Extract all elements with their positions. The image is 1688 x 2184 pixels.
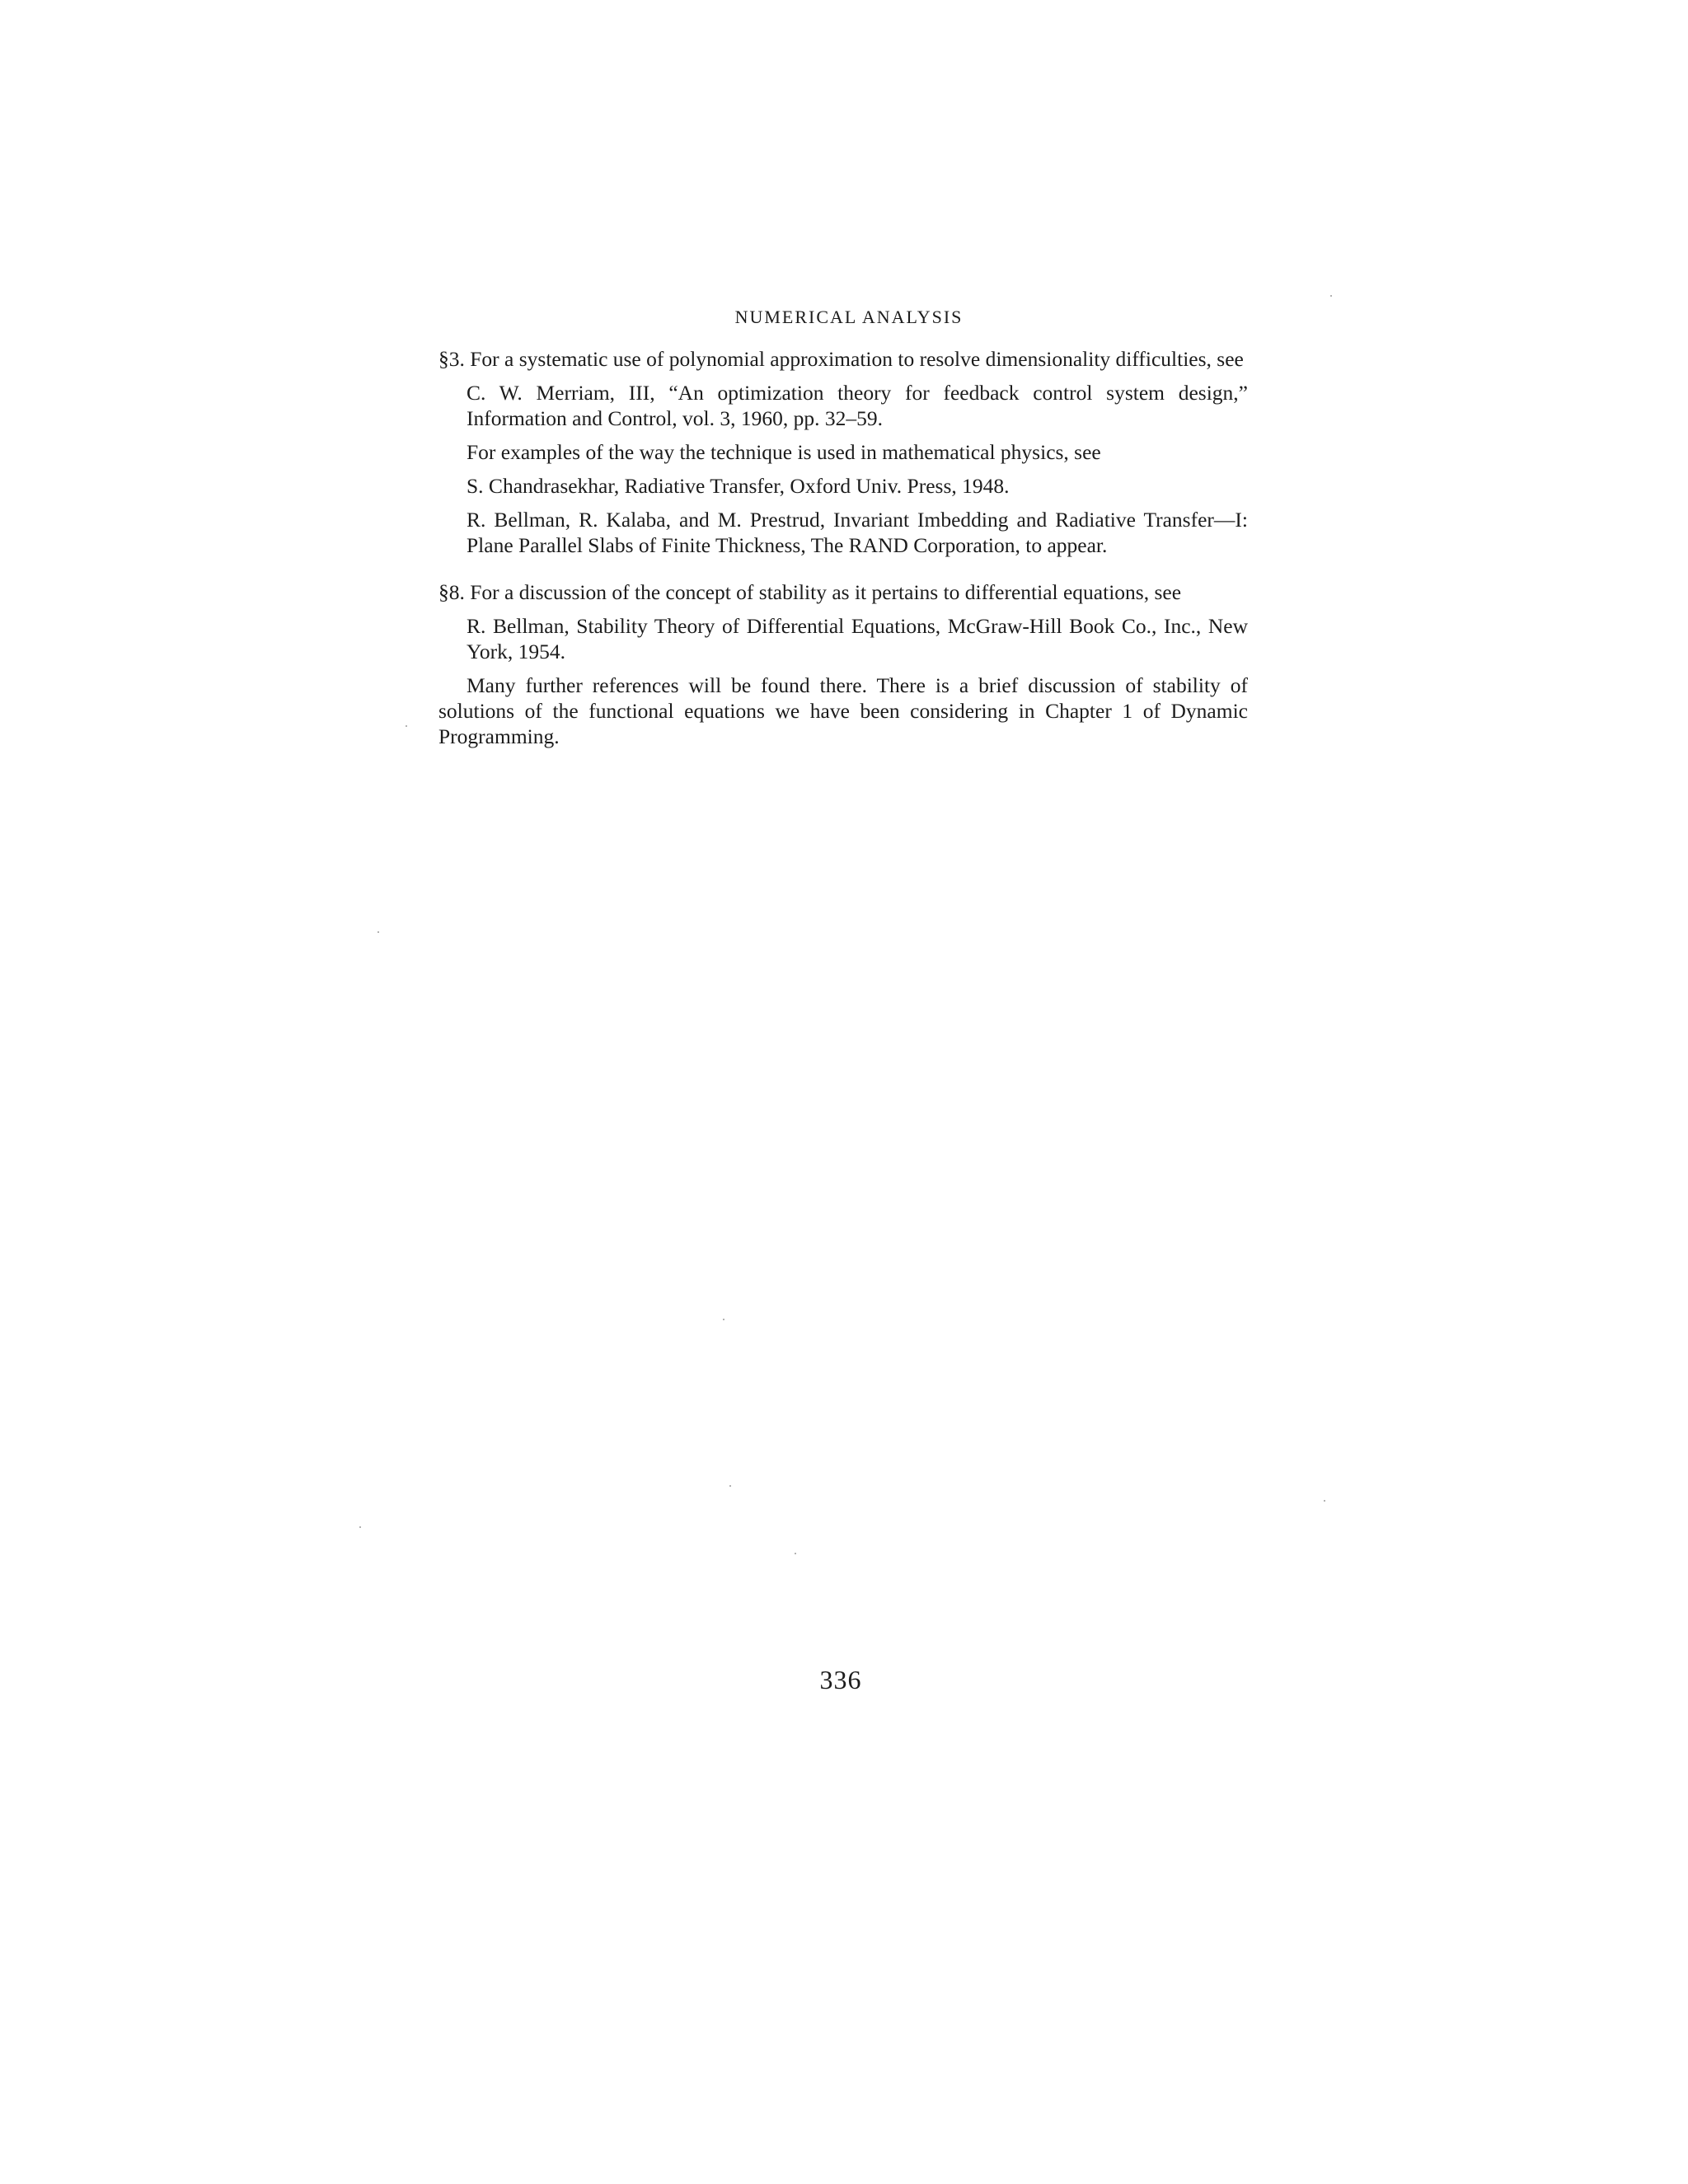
- reference-merriam: C. W. Merriam, III, “An optimization theory for feedback control system design,” Information and Control, vol. 3, 1960, pp. 32–59.: [467, 381, 1248, 430]
- scan-speck: [377, 931, 379, 933]
- scan-speck: [406, 725, 407, 727]
- reference-chandrasekhar: S. Chandrasekhar, Radiative Transfer, Oxford Univ. Press, 1948.: [467, 474, 1010, 498]
- scan-speck: [1330, 295, 1332, 297]
- notes-body: [438, 346, 1248, 757]
- reference-bellman-kalaba-prestrud: R. Bellman, R. Kalaba, and M. Prestrud, Invariant Imbedding and Radiative Transfer—I: Plane Parallel Slabs of Finite Thickness, The RAND Corporation, to appear.: [467, 508, 1248, 557]
- page-number: 336: [819, 1665, 862, 1694]
- scan-speck: [795, 1553, 796, 1554]
- scan-speck: [1324, 1500, 1325, 1502]
- scan-speck: [359, 1526, 361, 1528]
- section-8-intro: §8. For a discussion of the concept of stability as it pertains to differential equations, see: [438, 580, 1182, 604]
- running-head: NUMERICAL ANALYSIS: [734, 307, 964, 327]
- physics-examples-intro: For examples of the way the technique is used in mathematical physics, see: [467, 440, 1101, 464]
- scan-speck: [723, 1319, 724, 1320]
- section-3-intro: §3. For a systematic use of polynomial approximation to resolve dimensionality difficulties, see: [438, 347, 1244, 371]
- scan-speck: [729, 1485, 731, 1487]
- reference-bellman-stability: R. Bellman, Stability Theory of Differential Equations, McGraw-Hill Book Co., Inc., New York, 1954.: [467, 614, 1248, 663]
- closing-paragraph: Many further references will be found there. There is a brief discussion of stability of solutions of the functional equations we have been considering in Chapter 1 of Dynamic Programming.: [438, 673, 1248, 748]
